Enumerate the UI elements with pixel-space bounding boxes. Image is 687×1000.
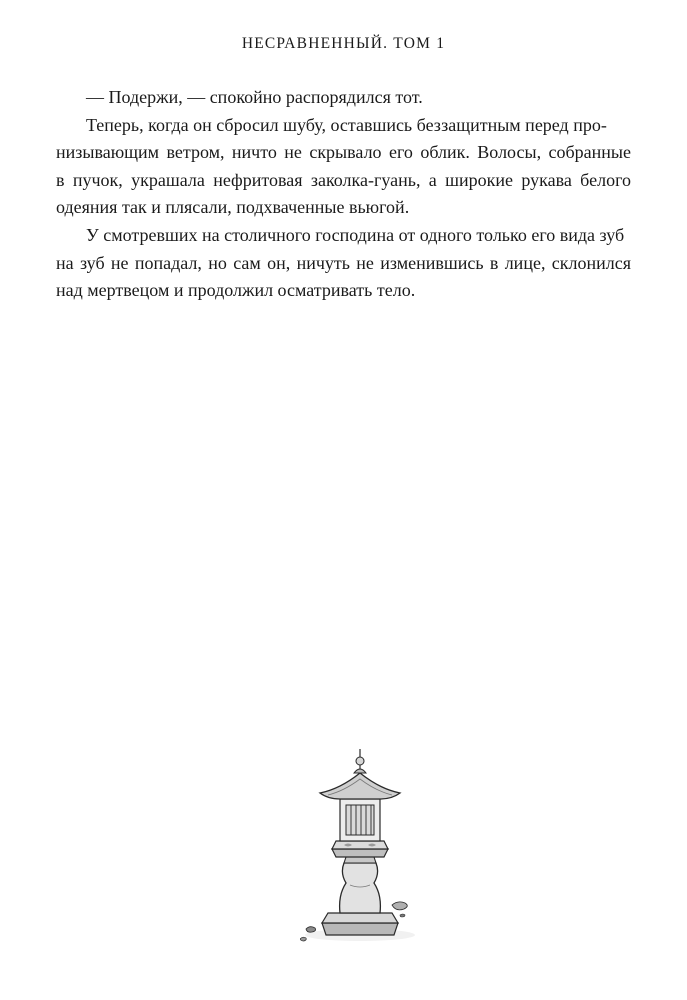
text-line: на зуб не попадал, но сам он, ничуть не изменившись в лице, склонился [56, 252, 631, 273]
text-line: Теперь, когда он сбросил шубу, оставшись беззащитным перед про- [86, 114, 607, 135]
stone-lantern-illustration [300, 745, 420, 945]
text-line: над мертвецом и продолжил осматривать тело. [56, 280, 416, 301]
text-line: одеяния так и плясали, подхваченные вьюгой. [56, 197, 410, 218]
running-head: НЕСРАВНЕННЫЙ. ТОМ 1 [241, 35, 446, 52]
text-line: низывающим ветром, ничто не скрывало его облик. Волосы, собранные [56, 142, 631, 163]
paragraph-1 [56, 84, 631, 112]
paragraph-3 [56, 222, 631, 305]
text-line: У смотревших на столичного господина от одного только его вида зуб [86, 224, 625, 245]
body-text [56, 84, 631, 305]
paragraph-2 [56, 112, 631, 222]
text-line: в пучок, украшала нефритовая заколка-гуань, а широкие рукава белого [56, 169, 631, 190]
text-line: — Подержи, — спокойно распорядился тот. [86, 87, 423, 107]
stone-lantern-icon [300, 745, 420, 945]
